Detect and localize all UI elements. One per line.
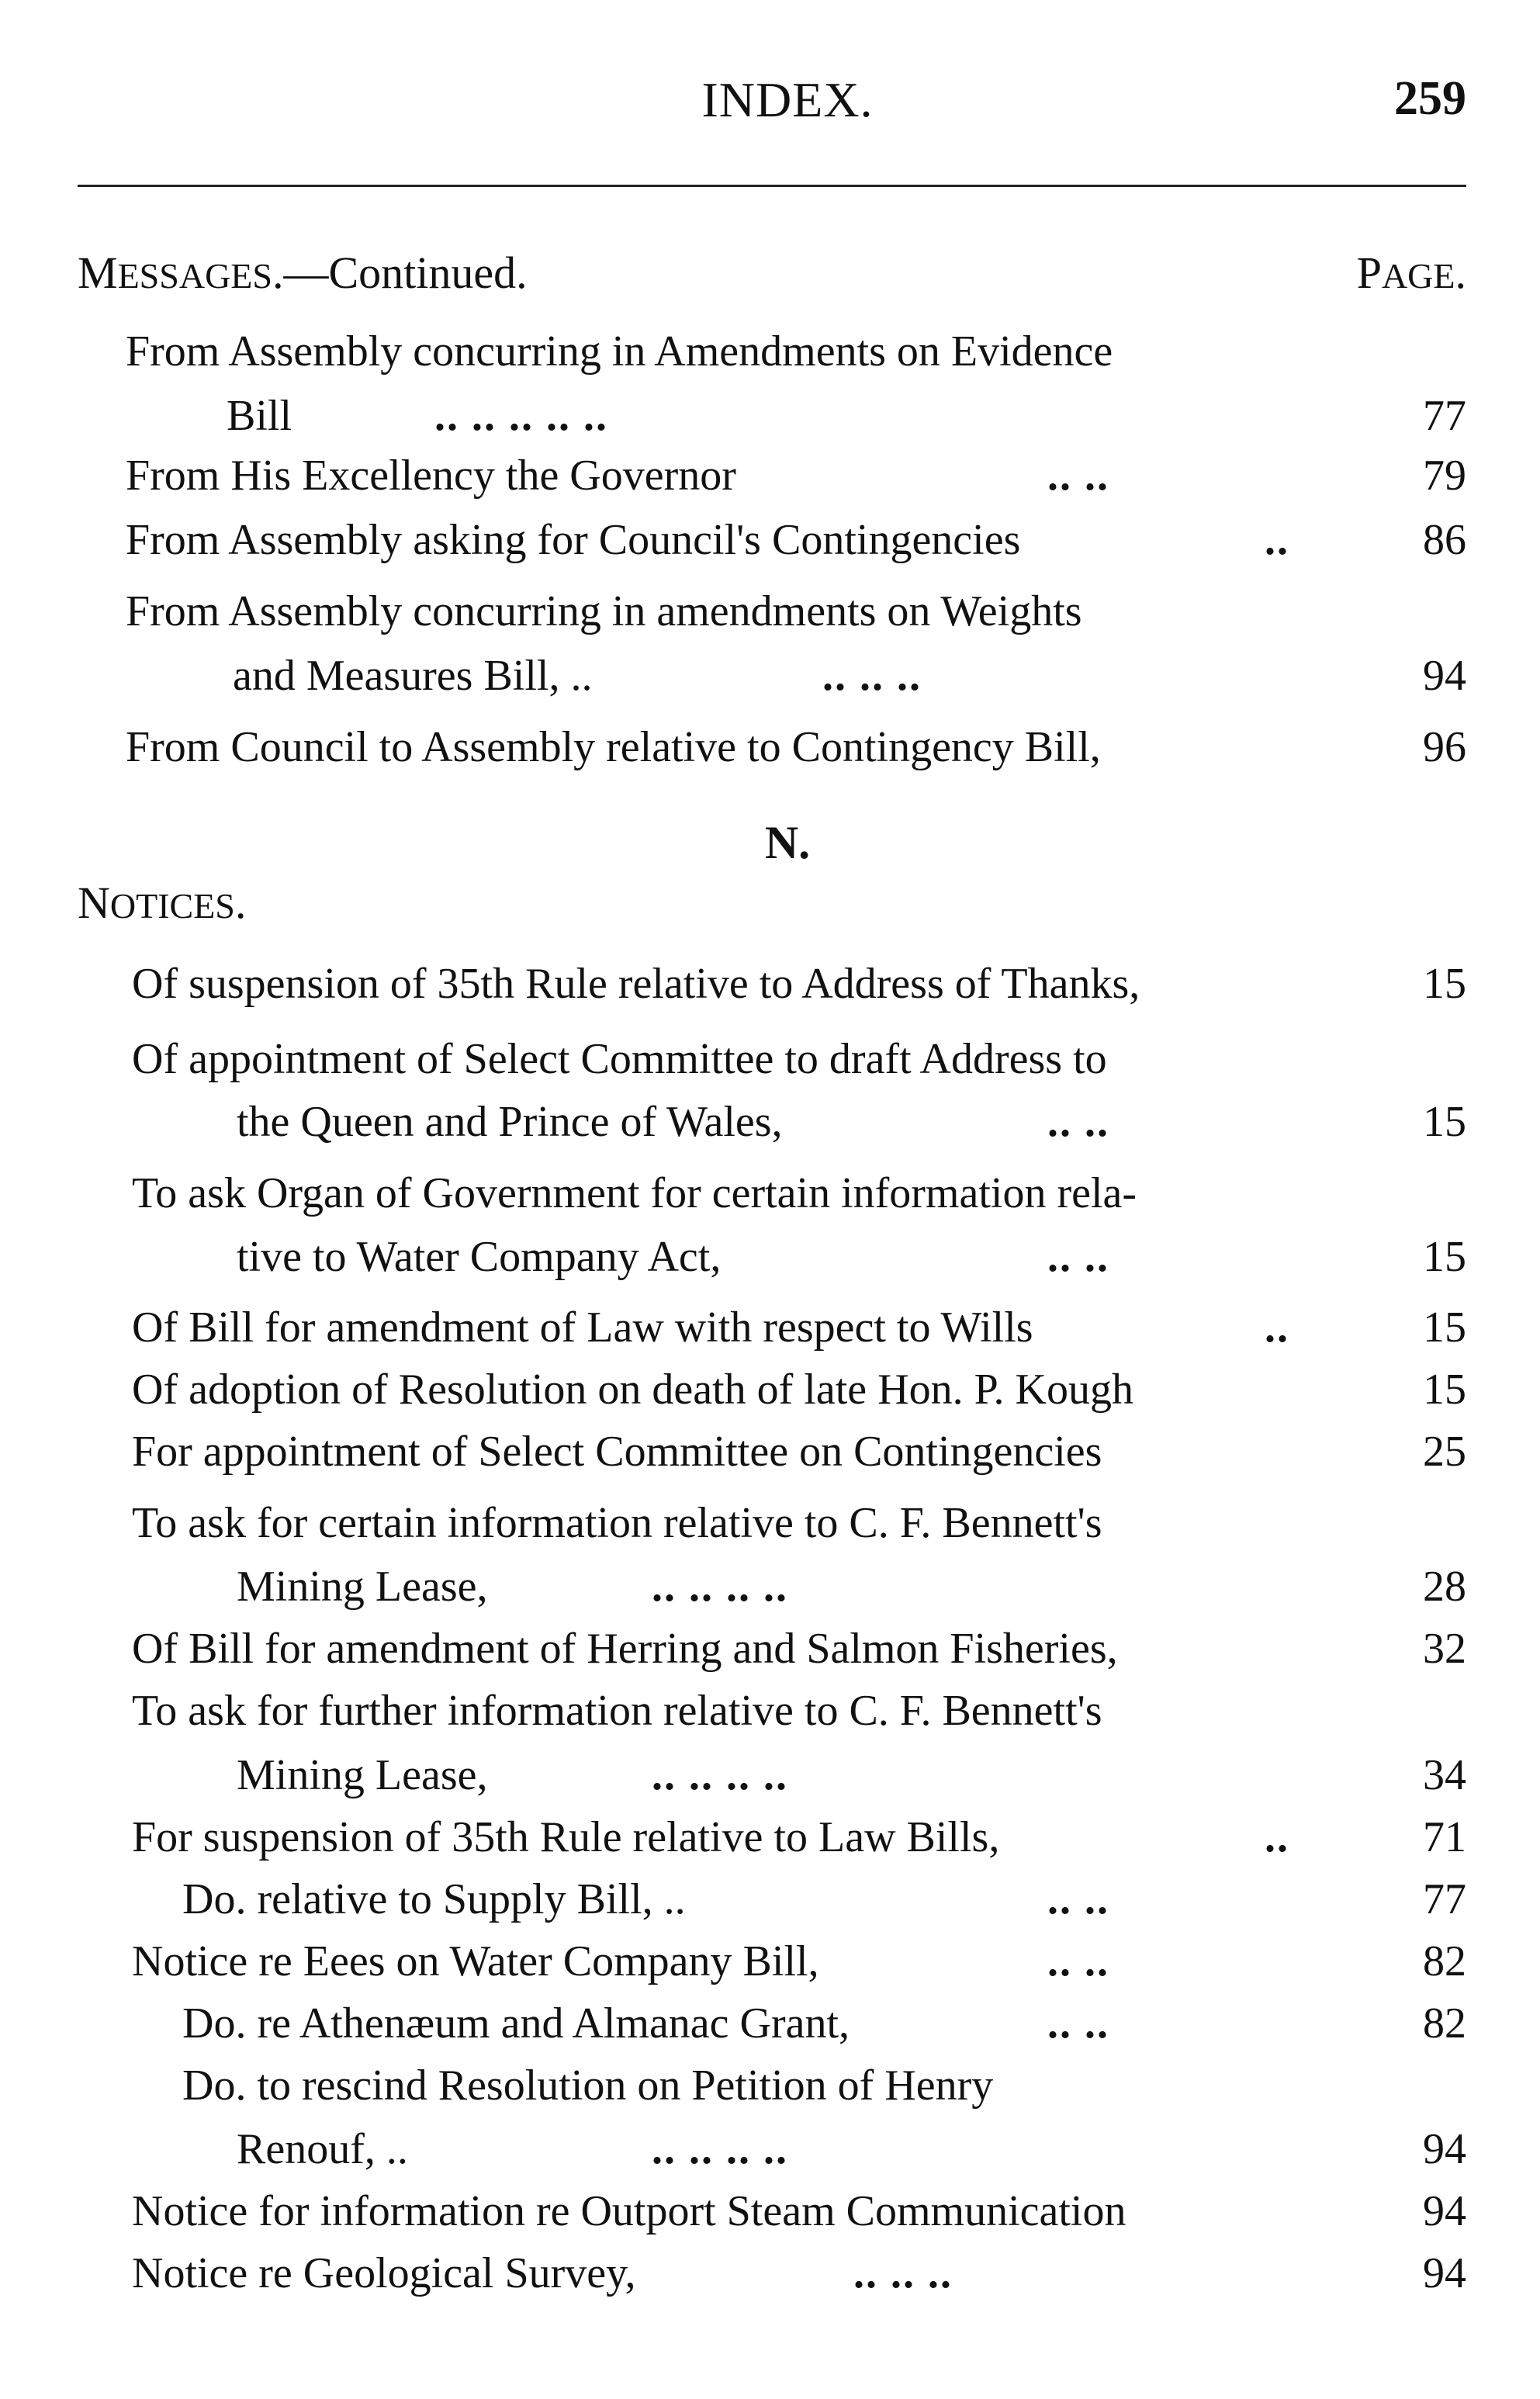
entry-text: Notice re Geological Survey,	[132, 2249, 636, 2297]
entry-text: To ask for certain information relative to C. F. Bennett's	[132, 1499, 1102, 1547]
entry-text-continued: tive to Water Company Act,	[237, 1233, 722, 1281]
leader-dots: .. .. .. ..	[652, 1563, 788, 1611]
entry-text-continued: and Measures Bill, ..	[233, 652, 593, 700]
entry-text: From Assembly concurring in Amendments on Evidence	[126, 327, 1113, 376]
section-letter: N.	[764, 817, 811, 868]
entry-page: 77	[1423, 1875, 1466, 1923]
leader-dots: ..	[1265, 1303, 1289, 1352]
leader-dots: ..	[1265, 1813, 1289, 1861]
entry-text: Of suspension of 35th Rule relative to Address of Thanks,	[132, 960, 1140, 1008]
entry-page: 15	[1423, 1233, 1466, 1281]
entry-text-continued: Renouf, ..	[237, 2125, 408, 2173]
entry-text: Do. to rescind Resolution on Petition of Henry	[182, 2061, 994, 2110]
leader-dots: .. ..	[1047, 1875, 1109, 1923]
heading-cap: M	[78, 248, 118, 298]
entry-text: Of Bill for amendment of Law with respect to Wills	[132, 1303, 1033, 1352]
entry-page: 94	[1423, 2249, 1466, 2297]
section-heading-messages	[78, 247, 528, 299]
leader-dots: .. .. .. ..	[652, 2125, 788, 2173]
header-rule	[78, 185, 1466, 187]
entry-page: 82	[1423, 1999, 1466, 2048]
running-head-title: INDEX.	[701, 72, 874, 127]
page-col-cap: P	[1356, 248, 1382, 298]
entry-text: From Assembly asking for Council's Contingencies	[126, 516, 1021, 564]
heading-small-caps: ESSAGES	[117, 256, 272, 296]
leader-dots: .. ..	[1047, 1999, 1109, 2048]
entry-text: From Assembly concurring in amendments on Weights	[126, 587, 1082, 635]
entry-text: To ask for further information relative to C. F. Bennett's	[132, 1687, 1102, 1735]
entry-page: 34	[1423, 1751, 1466, 1799]
heading-rest: .	[234, 878, 247, 928]
leader-dots: .. ..	[1047, 1098, 1109, 1146]
entry-text: To ask Organ of Government for certain information rela-	[132, 1169, 1137, 1217]
entry-page: 96	[1423, 723, 1466, 771]
leader-dots: .. .. .. .. ..	[434, 392, 608, 440]
leader-dots: .. .. ..	[822, 652, 922, 700]
entry-page: 82	[1423, 1937, 1466, 1985]
heading-cap: N	[78, 878, 110, 928]
entry-text-continued: Mining Lease,	[237, 1751, 488, 1799]
leader-dots: .. .. .. ..	[652, 1751, 788, 1799]
entry-page: 15	[1423, 960, 1466, 1008]
entry-page: 86	[1423, 516, 1466, 564]
entry-page: 15	[1423, 1366, 1466, 1414]
leader-dots: .. ..	[1047, 452, 1109, 500]
entry-page: 79	[1423, 452, 1466, 500]
entry-text: Of Bill for amendment of Herring and Salmon Fisheries,	[132, 1625, 1118, 1673]
page-number: 259	[1394, 72, 1466, 125]
entry-page: 15	[1423, 1098, 1466, 1146]
entry-text: Notice re Eees on Water Company Bill,	[132, 1937, 819, 1985]
page-col-small: AGE	[1381, 256, 1455, 296]
entry-text: From Council to Assembly relative to Contingency Bill,	[126, 723, 1101, 771]
entry-page: 77	[1423, 392, 1466, 440]
entry-text-continued: Mining Lease,	[237, 1563, 488, 1611]
entry-page: 71	[1423, 1813, 1466, 1861]
entry-page: 32	[1423, 1625, 1466, 1673]
heading-small-caps: OTICES	[109, 886, 235, 926]
leader-dots: ..	[1265, 516, 1289, 564]
entry-text: For appointment of Select Committee on Contingencies	[132, 1428, 1102, 1476]
entry-text: Do. relative to Supply Bill, ..	[182, 1875, 686, 1923]
entry-text-continued: Bill	[227, 392, 292, 440]
entry-page: 94	[1423, 652, 1466, 700]
leader-dots: .. ..	[1047, 1233, 1109, 1281]
entry-page: 15	[1423, 1303, 1466, 1352]
heading-rest: .—Continued.	[272, 248, 528, 298]
entry-page: 94	[1423, 2187, 1466, 2235]
entry-text-continued: the Queen and Prince of Wales,	[237, 1098, 783, 1146]
page-col-rest: .	[1455, 248, 1466, 298]
leader-dots: .. .. ..	[853, 2249, 953, 2297]
entry-page: 94	[1423, 2125, 1466, 2173]
section-heading-notices	[78, 877, 246, 929]
entry-text: Of adoption of Resolution on death of late Hon. P. Kough	[132, 1366, 1133, 1414]
leader-dots: .. ..	[1047, 1937, 1109, 1985]
entry-text: Do. re Athenæum and Almanac Grant,	[182, 1999, 850, 2048]
entry-page: 28	[1423, 1563, 1466, 1611]
entry-text: Of appointment of Select Committee to draft Address to	[132, 1035, 1107, 1083]
page-column-heading	[1357, 247, 1466, 299]
entry-text: Notice for information re Outport Steam Communication	[132, 2187, 1126, 2235]
entry-page: 25	[1423, 1428, 1466, 1476]
entry-text: From His Excellency the Governor	[126, 452, 736, 500]
entry-text: For suspension of 35th Rule relative to Law Bills,	[132, 1813, 1000, 1861]
